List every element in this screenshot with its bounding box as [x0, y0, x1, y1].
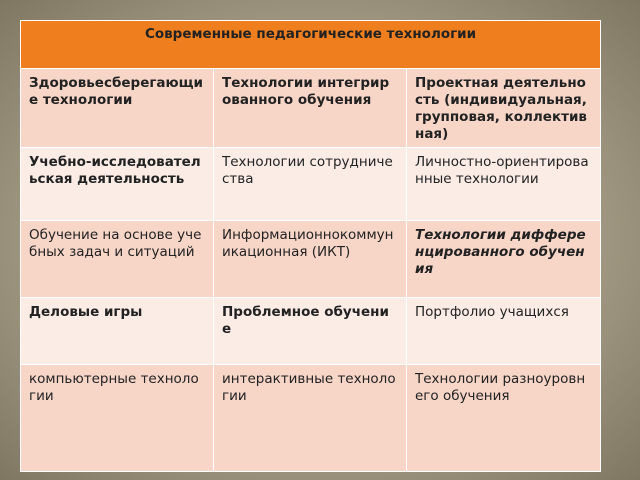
cell-text: Технологии дифференцированного обучения [415, 227, 586, 277]
cell-text: Проблемное обучение [222, 304, 389, 337]
cell-text: Учебно-исследовательская деятельность [29, 154, 201, 187]
cell-r5-c2 [214, 365, 407, 472]
cell-r1-c3 [407, 69, 601, 148]
cell-r5-c3 [407, 365, 601, 472]
cell-text: Технологии сотрудничества [222, 154, 393, 187]
cell-text: Технологии разноуровнего обучения [415, 371, 586, 404]
cell-r4-c3 [407, 298, 601, 365]
table-row [21, 365, 601, 472]
cell-r3-c1 [21, 221, 214, 298]
technologies-table [20, 20, 601, 472]
table-row [21, 148, 601, 221]
table-title: Современные педагогические технологии [21, 21, 601, 69]
cell-r2-c2 [214, 148, 407, 221]
cell-r3-c3 [407, 221, 601, 298]
cell-text: Проектная деятельность (индивидуальная, групповая, коллективная) [415, 75, 587, 142]
cell-text: интерактивные технологии [222, 371, 396, 404]
cell-r1-c1 [21, 69, 214, 148]
cell-r4-c1 [21, 298, 214, 365]
cell-text: Личностно-ориентированные технологии [415, 154, 589, 187]
cell-text: Обучение на основе учебных задач и ситуаций [29, 227, 202, 260]
cell-text: Здоровьесберегающие технологии [29, 75, 204, 108]
cell-r1-c2 [214, 69, 407, 148]
cell-r2-c1 [21, 148, 214, 221]
cell-text: Портфолио учащихся [415, 304, 569, 320]
cell-text: Деловые игры [29, 304, 143, 320]
table-row [21, 221, 601, 298]
cell-r4-c2 [214, 298, 407, 365]
cell-r3-c2 [214, 221, 407, 298]
table-header-row [21, 21, 601, 69]
cell-r5-c1 [21, 365, 214, 472]
cell-text: Технологии интегрированного обучения [222, 75, 390, 108]
cell-text: Информационнокоммуникационная (ИКТ) [222, 227, 394, 260]
cell-text: компьютерные технологии [29, 371, 199, 404]
cell-r2-c3 [407, 148, 601, 221]
table-row [21, 298, 601, 365]
